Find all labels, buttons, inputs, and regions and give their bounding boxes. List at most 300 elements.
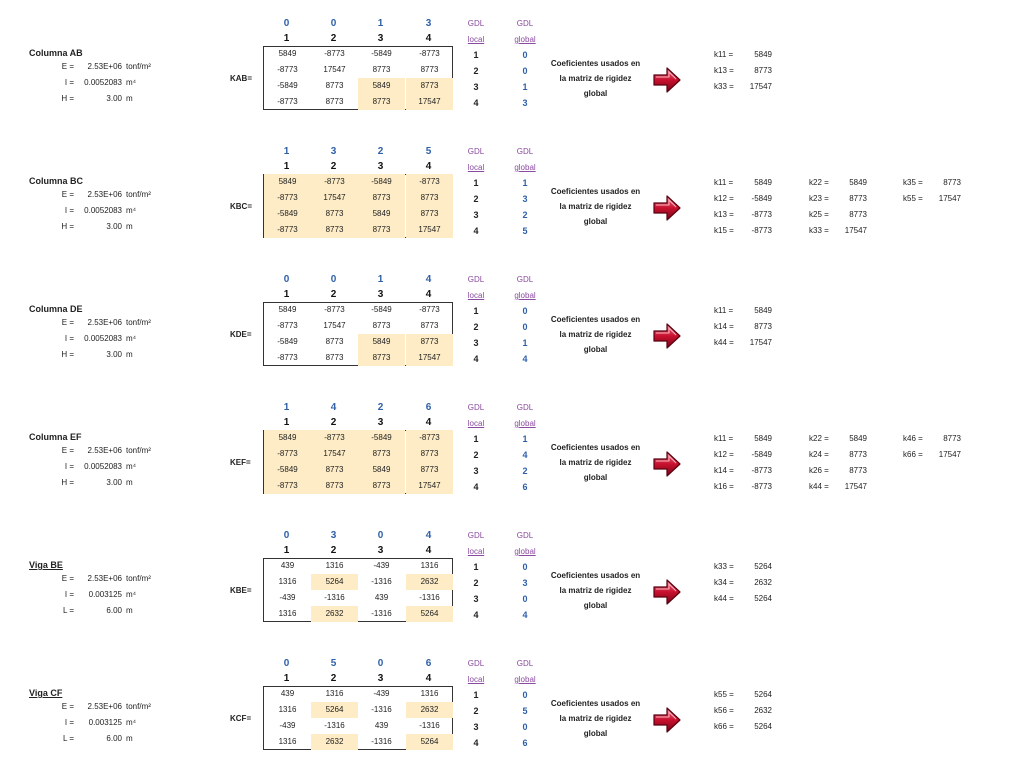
coefficient-value: 8773 — [849, 210, 867, 219]
matrix-cell: 17547 — [323, 65, 346, 74]
coefficient-label: k26 = — [809, 466, 829, 475]
matrix-cell: 8773 — [358, 190, 405, 206]
gdl-header: GDL — [467, 659, 485, 668]
matrix-cell: -8773 — [406, 174, 453, 190]
matrix-cell: 8773 — [325, 353, 344, 362]
matrix-cell: 17547 — [406, 350, 453, 366]
gdl-global-value: 0 — [522, 594, 528, 604]
gdl-local-value: 3 — [473, 466, 479, 476]
stiffness-matrix — [263, 302, 453, 366]
matrix-cell: 5849 — [358, 334, 405, 350]
property-unit: tonf/m² — [126, 574, 151, 583]
column-global-dof: 0 — [330, 274, 337, 285]
matrix-cell: 8773 — [406, 462, 453, 478]
property-value: 2.53E+06 — [87, 318, 122, 327]
coefficient-value: 5849 — [849, 434, 867, 443]
matrix-cell: 17547 — [406, 94, 453, 110]
coefficient-entry — [809, 482, 867, 491]
coefficient-entry — [714, 706, 772, 715]
gdl-subheader: global — [514, 291, 536, 300]
property-unit: m — [126, 734, 133, 743]
right-arrow-icon — [652, 706, 682, 734]
coefficient-label: k55 = — [714, 690, 734, 699]
property-label: I = — [64, 78, 74, 87]
gdl-global-value: 0 — [522, 690, 528, 700]
coefficient-value: 2632 — [754, 578, 772, 587]
coefficient-value: 5264 — [754, 562, 772, 571]
gdl-subheader: local — [467, 675, 485, 684]
column-number: 1 — [283, 417, 290, 428]
stiffness-matrix — [263, 430, 453, 494]
gdl-global-value: 0 — [522, 322, 528, 332]
gdl-global-value: 3 — [522, 578, 528, 588]
matrix-cell: -5849 — [358, 174, 405, 190]
gdl-global-value: 0 — [522, 306, 528, 316]
matrix-cell: 8773 — [406, 78, 453, 94]
matrix-cell: 2632 — [311, 734, 358, 750]
coefficient-entry — [714, 450, 772, 459]
coefficient-label: k44 = — [809, 482, 829, 491]
matrix-cell: -5849 — [264, 206, 311, 222]
matrix-name: KEF= — [230, 458, 251, 467]
stiffness-matrix — [263, 174, 453, 238]
matrix-cell: -1316 — [324, 721, 345, 730]
matrix-cell: 8773 — [358, 446, 405, 462]
matrix-cell: 1316 — [420, 689, 439, 698]
property-unit: m⁴ — [126, 78, 137, 87]
gdl-local-value: 2 — [473, 322, 479, 332]
matrix-cell: 8773 — [420, 321, 439, 330]
column-global-dof: 6 — [425, 658, 432, 669]
coefficient-entry — [714, 722, 772, 731]
gdl-global-value: 2 — [522, 210, 528, 220]
coefficient-entry — [714, 578, 772, 587]
matrix-cell: 1316 — [325, 689, 344, 698]
column-number: 1 — [283, 289, 290, 300]
matrix-cell: 439 — [374, 593, 389, 602]
member-block — [0, 399, 1024, 527]
matrix-cell: 17547 — [311, 446, 358, 462]
matrix-cell: 17547 — [311, 190, 358, 206]
matrix-cell: 8773 — [325, 97, 344, 106]
property-unit: tonf/m² — [126, 318, 151, 327]
gdl-global-value: 4 — [522, 450, 528, 460]
matrix-cell: 8773 — [358, 222, 405, 238]
gdl-global-value: 4 — [522, 354, 528, 364]
coefficient-entry — [714, 690, 772, 699]
matrix-cell: -5849 — [277, 81, 298, 90]
property-label: I = — [64, 206, 74, 215]
matrix-cell: 8773 — [358, 478, 405, 494]
gdl-subheader: global — [514, 675, 536, 684]
coefficient-label: k11 = — [714, 178, 734, 187]
coefficient-entry — [903, 194, 961, 203]
column-number: 4 — [425, 289, 432, 300]
matrix-cell: 8773 — [358, 94, 405, 110]
matrix-cell: -439 — [373, 561, 390, 570]
coefficient-value: 17547 — [749, 338, 772, 347]
stiffness-matrix — [263, 558, 453, 622]
gdl-global-value: 6 — [522, 738, 528, 748]
matrix-cell: -439 — [279, 593, 296, 602]
gdl-header: GDL — [467, 147, 485, 156]
coefficient-entry — [809, 466, 867, 475]
column-number: 1 — [283, 33, 290, 44]
column-global-dof: 0 — [283, 274, 290, 285]
property-value: 3.00 — [106, 478, 122, 487]
column-global-dof: 1 — [283, 146, 290, 157]
matrix-cell: 8773 — [406, 190, 453, 206]
column-global-dof: 3 — [330, 530, 337, 541]
matrix-name: KAB= — [230, 74, 253, 83]
member-block — [0, 15, 1024, 143]
matrix-cell: 17547 — [406, 478, 453, 494]
column-number: 3 — [377, 545, 384, 556]
matrix-cell: -8773 — [324, 49, 345, 58]
gdl-local-value: 4 — [473, 482, 479, 492]
matrix-cell: 5849 — [278, 49, 297, 58]
coefficient-label: k13 = — [714, 210, 734, 219]
matrix-cell: 5264 — [311, 574, 358, 590]
matrix-cell: 8773 — [311, 462, 358, 478]
property-label: I = — [64, 462, 74, 471]
property-label: E = — [61, 702, 74, 711]
column-global-dof: 6 — [425, 402, 432, 413]
matrix-cell: -8773 — [264, 446, 311, 462]
property-value: 0.0052083 — [84, 78, 122, 87]
matrix-name: KBC= — [230, 202, 253, 211]
gdl-header: GDL — [516, 19, 534, 28]
matrix-cell: 1316 — [278, 705, 297, 714]
gdl-subheader: local — [467, 419, 485, 428]
member-block — [0, 655, 1024, 783]
column-number: 4 — [425, 545, 432, 556]
coefficient-value: 5264 — [754, 690, 772, 699]
coefficient-label: k33 = — [809, 226, 829, 235]
gdl-local-value: 1 — [473, 50, 479, 60]
gdl-local-value: 1 — [473, 306, 479, 316]
matrix-cell: 5849 — [264, 430, 311, 446]
gdl-local-value: 1 — [473, 690, 479, 700]
matrix-cell: -8773 — [406, 430, 453, 446]
coefficient-value: 2632 — [754, 706, 772, 715]
gdl-subheader: local — [467, 35, 485, 44]
coefficient-label: k14 = — [714, 322, 734, 331]
column-global-dof: 0 — [283, 658, 290, 669]
matrix-cell: -8773 — [419, 305, 440, 314]
gdl-local-value: 2 — [473, 578, 479, 588]
coefficient-value: 17547 — [844, 482, 867, 491]
property-label: H = — [61, 478, 74, 487]
coefficient-label: k33 = — [714, 562, 734, 571]
right-arrow-icon — [652, 322, 682, 350]
property-label: I = — [64, 590, 74, 599]
matrix-cell: 2632 — [406, 574, 453, 590]
matrix-cell: 439 — [280, 561, 295, 570]
property-unit: tonf/m² — [126, 62, 151, 71]
gdl-subheader: global — [514, 547, 536, 556]
gdl-subheader: global — [514, 35, 536, 44]
property-label: I = — [64, 718, 74, 727]
coefficient-label: k35 = — [903, 178, 923, 187]
coefficient-entry — [714, 562, 772, 571]
coefficient-entry — [714, 194, 772, 203]
matrix-cell: 8773 — [311, 222, 358, 238]
matrix-cell: 8773 — [311, 206, 358, 222]
coefficient-entry — [714, 338, 772, 347]
gdl-local-value: 2 — [473, 706, 479, 716]
member-title: Columna AB — [29, 48, 83, 58]
member-block — [0, 143, 1024, 271]
property-label: H = — [61, 222, 74, 231]
property-unit: m — [126, 606, 133, 615]
gdl-global-value: 1 — [522, 338, 528, 348]
gdl-local-value: 1 — [473, 434, 479, 444]
coefficient-entry — [809, 434, 867, 443]
coefficient-label: k12 = — [714, 450, 734, 459]
coefficient-label: k22 = — [809, 434, 829, 443]
gdl-local-value: 2 — [473, 450, 479, 460]
matrix-cell: 8773 — [372, 321, 391, 330]
matrix-cell: -5849 — [371, 305, 392, 314]
property-label: H = — [61, 94, 74, 103]
matrix-cell: 8773 — [406, 206, 453, 222]
coefficient-value: -8773 — [751, 210, 772, 219]
property-unit: m — [126, 222, 133, 231]
coefficient-value: 5264 — [754, 594, 772, 603]
column-number: 3 — [377, 673, 384, 684]
gdl-subheader: local — [467, 163, 485, 172]
gdl-subheader: global — [514, 419, 536, 428]
matrix-cell: -1316 — [371, 705, 392, 714]
coefficient-entry — [809, 210, 867, 219]
matrix-cell: 5849 — [358, 206, 405, 222]
coefficient-value: -5849 — [751, 194, 772, 203]
matrix-cell: -8773 — [264, 190, 311, 206]
column-number: 1 — [283, 161, 290, 172]
column-number: 2 — [330, 161, 337, 172]
right-arrow-icon — [652, 194, 682, 222]
property-unit: m⁴ — [126, 462, 137, 471]
column-global-dof: 0 — [283, 18, 290, 29]
column-number: 2 — [330, 289, 337, 300]
member-title: Columna EF — [29, 432, 82, 442]
matrix-cell: -439 — [279, 721, 296, 730]
coefficient-value: 8773 — [943, 434, 961, 443]
column-number: 2 — [330, 545, 337, 556]
gdl-local-value: 4 — [473, 226, 479, 236]
member-block — [0, 271, 1024, 399]
column-number: 4 — [425, 161, 432, 172]
coefficient-entry — [714, 66, 772, 75]
gdl-global-value: 1 — [522, 82, 528, 92]
coefficients-note: Coeficientes usados en la matriz de rigidez global — [550, 699, 641, 738]
matrix-name: KBE= — [230, 586, 252, 595]
coefficient-value: 5849 — [754, 306, 772, 315]
gdl-subheader: local — [467, 547, 485, 556]
coefficient-entry — [714, 210, 772, 219]
gdl-global-value: 1 — [522, 178, 528, 188]
matrix-cell: 17547 — [406, 222, 453, 238]
column-global-dof: 3 — [330, 146, 337, 157]
gdl-local-value: 1 — [473, 562, 479, 572]
gdl-header: GDL — [516, 275, 534, 284]
property-unit: m — [126, 350, 133, 359]
matrix-cell: -8773 — [277, 321, 298, 330]
coefficient-value: 17547 — [938, 450, 961, 459]
gdl-header: GDL — [516, 147, 534, 156]
member-title: Viga BE — [29, 560, 63, 570]
coefficient-label: k13 = — [714, 66, 734, 75]
coefficient-value: 17547 — [938, 194, 961, 203]
matrix-cell: 1316 — [278, 609, 297, 618]
coefficient-label: k15 = — [714, 226, 734, 235]
gdl-local-value: 3 — [473, 210, 479, 220]
coefficient-label: k55 = — [903, 194, 923, 203]
matrix-cell: -1316 — [371, 609, 392, 618]
matrix-cell: -1316 — [419, 593, 440, 602]
coefficient-entry — [714, 50, 772, 59]
property-value: 2.53E+06 — [87, 446, 122, 455]
matrix-cell: 5264 — [406, 734, 453, 750]
property-unit: m⁴ — [126, 590, 137, 599]
property-unit: m⁴ — [126, 334, 137, 343]
stiffness-matrix — [263, 686, 453, 750]
coefficient-value: 8773 — [849, 450, 867, 459]
coefficient-label: k11 = — [714, 306, 734, 315]
gdl-subheader: global — [514, 163, 536, 172]
property-label: E = — [61, 574, 74, 583]
column-number: 2 — [330, 673, 337, 684]
matrix-cell: 8773 — [372, 65, 391, 74]
gdl-header: GDL — [467, 531, 485, 540]
matrix-cell: -1316 — [371, 577, 392, 586]
coefficient-label: k11 = — [714, 50, 734, 59]
coefficient-label: k66 = — [714, 722, 734, 731]
column-global-dof: 0 — [377, 530, 384, 541]
column-number: 2 — [330, 33, 337, 44]
gdl-global-value: 0 — [522, 66, 528, 76]
property-value: 2.53E+06 — [87, 190, 122, 199]
matrix-cell: -8773 — [277, 353, 298, 362]
matrix-cell: 1316 — [278, 737, 297, 746]
gdl-global-value: 3 — [522, 98, 528, 108]
coefficient-label: k14 = — [714, 466, 734, 475]
coefficient-value: 17547 — [844, 226, 867, 235]
property-value: 0.003125 — [88, 718, 122, 727]
property-label: E = — [61, 446, 74, 455]
gdl-header: GDL — [467, 403, 485, 412]
column-global-dof: 0 — [377, 658, 384, 669]
coefficients-note: Coeficientes usados en la matriz de rigidez global — [550, 187, 641, 226]
coefficient-label: k33 = — [714, 82, 734, 91]
matrix-cell: 5264 — [406, 606, 453, 622]
gdl-header: GDL — [516, 659, 534, 668]
matrix-cell: 1316 — [420, 561, 439, 570]
coefficient-value: 8773 — [849, 466, 867, 475]
column-global-dof: 2 — [377, 402, 384, 413]
coefficient-label: k66 = — [903, 450, 923, 459]
coefficient-entry — [809, 194, 867, 203]
matrix-cell: 439 — [374, 721, 389, 730]
property-label: E = — [61, 318, 74, 327]
coefficient-label: k44 = — [714, 594, 734, 603]
coefficient-value: 5849 — [754, 434, 772, 443]
gdl-local-value: 4 — [473, 354, 479, 364]
gdl-local-value: 3 — [473, 594, 479, 604]
property-value: 0.0052083 — [84, 206, 122, 215]
coefficient-label: k16 = — [714, 482, 734, 491]
coefficient-value: -8773 — [751, 466, 772, 475]
gdl-local-value: 2 — [473, 66, 479, 76]
property-label: L = — [62, 606, 74, 615]
property-value: 2.53E+06 — [87, 702, 122, 711]
matrix-name: KDE= — [230, 330, 252, 339]
matrix-cell: -439 — [373, 689, 390, 698]
matrix-cell: 5264 — [311, 702, 358, 718]
column-global-dof: 0 — [283, 530, 290, 541]
matrix-cell: -8773 — [311, 174, 358, 190]
gdl-subheader: local — [467, 291, 485, 300]
gdl-local-value: 4 — [473, 610, 479, 620]
matrix-cell: -8773 — [277, 97, 298, 106]
column-number: 1 — [283, 673, 290, 684]
coefficient-entry — [714, 178, 772, 187]
gdl-local-value: 1 — [473, 178, 479, 188]
matrix-cell: 8773 — [311, 478, 358, 494]
coefficient-entry — [809, 226, 867, 235]
property-value: 3.00 — [106, 94, 122, 103]
property-label: H = — [61, 350, 74, 359]
property-value: 2.53E+06 — [87, 62, 122, 71]
coefficient-entry — [714, 82, 772, 91]
property-unit: m — [126, 478, 133, 487]
gdl-global-value: 4 — [522, 610, 528, 620]
matrix-cell: 8773 — [358, 350, 405, 366]
property-label: E = — [61, 190, 74, 199]
matrix-cell: 5849 — [358, 78, 405, 94]
gdl-header: GDL — [516, 403, 534, 412]
coefficient-entry — [809, 178, 867, 187]
gdl-local-value: 2 — [473, 194, 479, 204]
coefficients-note: Coeficientes usados en la matriz de rigidez global — [550, 571, 641, 610]
member-title: Viga CF — [29, 688, 63, 698]
column-number: 3 — [377, 289, 384, 300]
gdl-local-value: 4 — [473, 98, 479, 108]
right-arrow-icon — [652, 450, 682, 478]
coefficient-entry — [714, 306, 772, 315]
matrix-cell: -1316 — [324, 593, 345, 602]
gdl-global-value: 1 — [522, 434, 528, 444]
matrix-cell: 8773 — [406, 446, 453, 462]
property-unit: tonf/m² — [126, 702, 151, 711]
gdl-local-value: 3 — [473, 338, 479, 348]
coefficient-value: 8773 — [943, 178, 961, 187]
coefficient-entry — [714, 322, 772, 331]
matrix-cell: -8773 — [264, 222, 311, 238]
column-global-dof: 1 — [377, 274, 384, 285]
property-value: 0.0052083 — [84, 334, 122, 343]
matrix-cell: -8773 — [264, 478, 311, 494]
gdl-global-value: 5 — [522, 706, 528, 716]
property-value: 6.00 — [106, 606, 122, 615]
coefficient-value: 5849 — [849, 178, 867, 187]
column-number: 4 — [425, 417, 432, 428]
column-number: 3 — [377, 161, 384, 172]
coefficient-value: 17547 — [749, 82, 772, 91]
coefficient-entry — [714, 226, 772, 235]
column-global-dof: 2 — [377, 146, 384, 157]
